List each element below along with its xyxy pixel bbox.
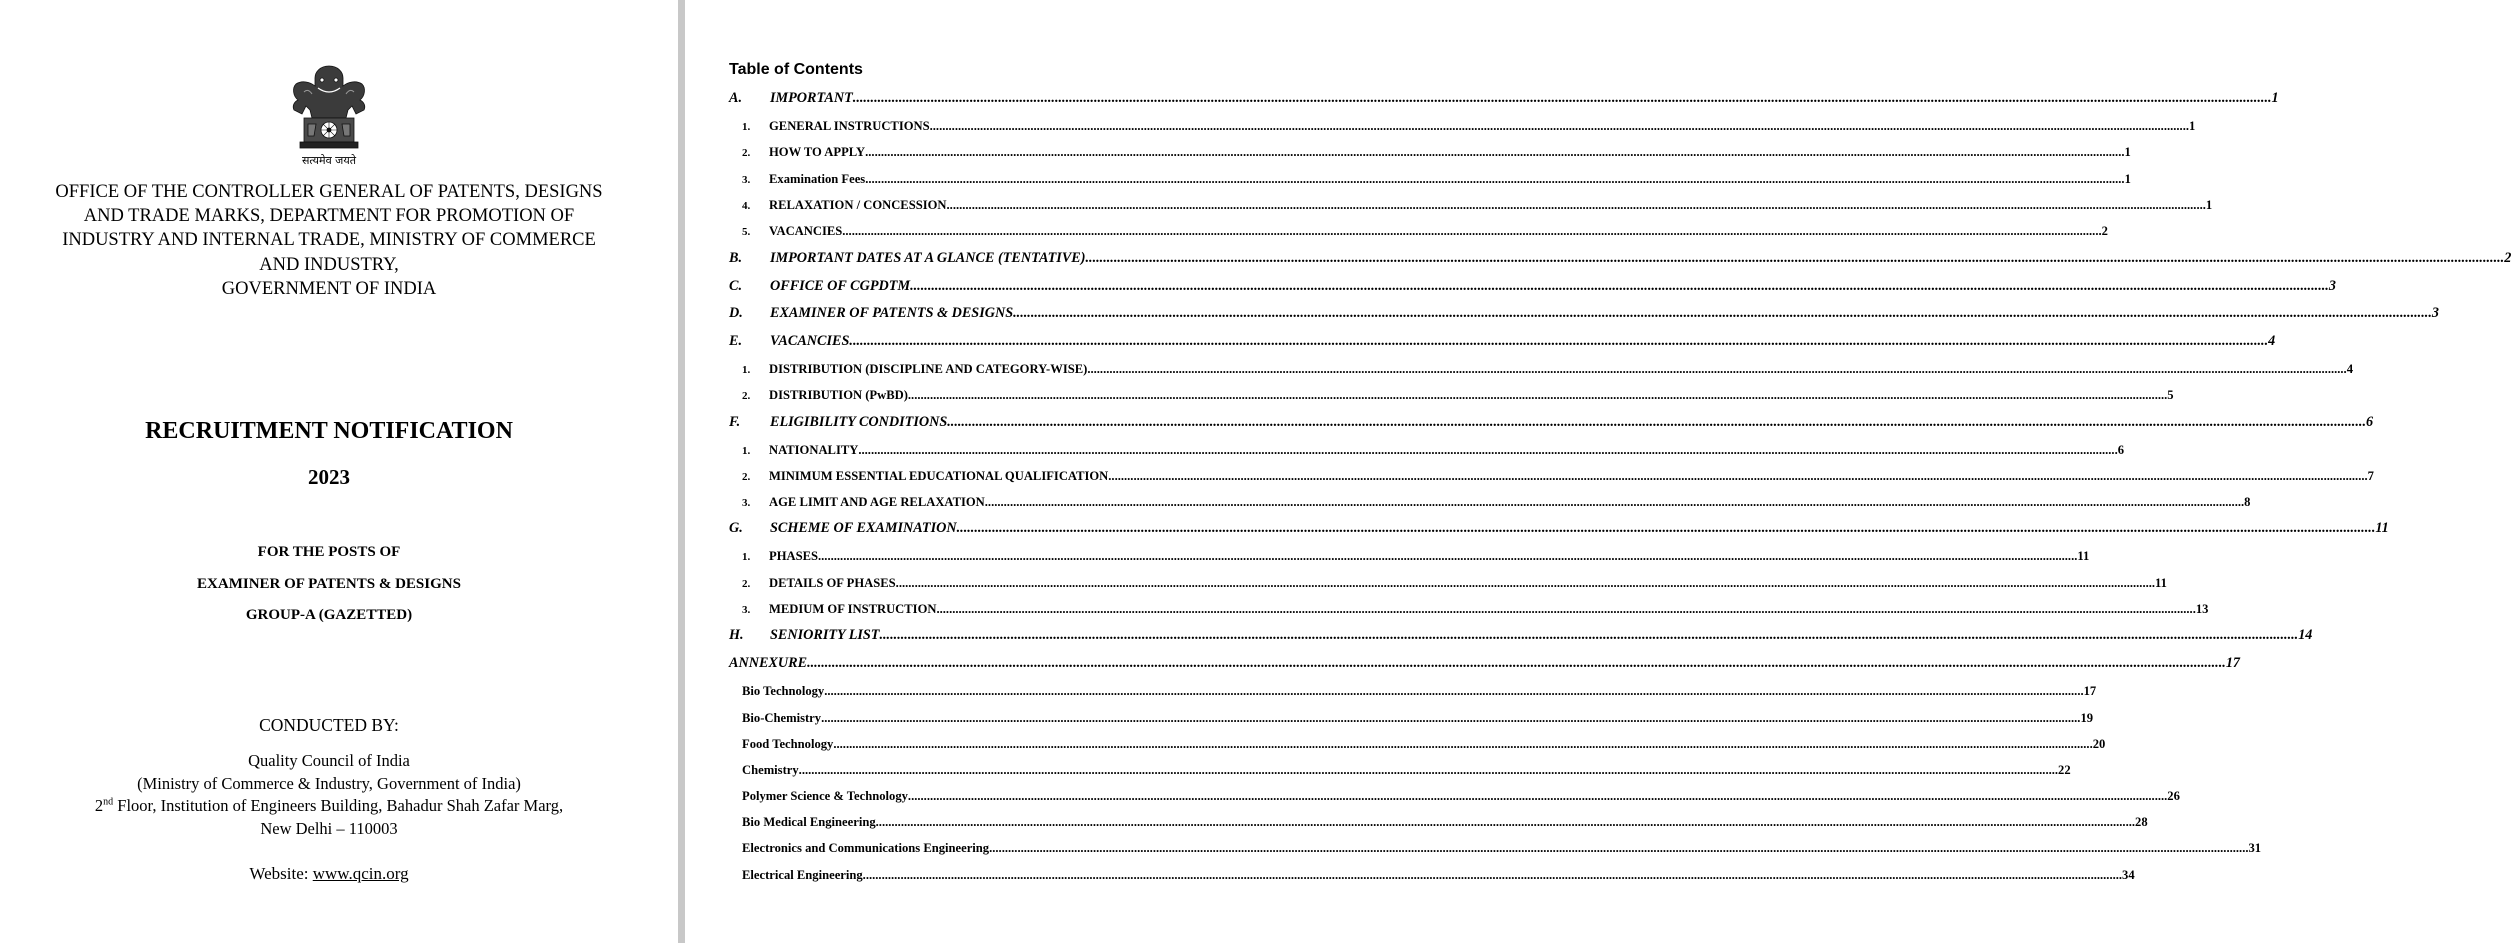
toc-entry-page: 13 [2195, 602, 2209, 616]
page-gutter [678, 0, 685, 943]
toc-entry-number: 1. [742, 445, 751, 457]
address-line [40, 795, 618, 818]
toc-entry-c[interactable] [729, 278, 2336, 295]
toc-leader: ................................................................................................................................................................................................................................................................................................................................................................................................................ [947, 414, 2366, 430]
toc-leader: ................................................................................................................................................................................................................................................................................................................................................................................................................ [989, 841, 2249, 855]
toc-entry-annexure-item[interactable] [742, 763, 2071, 778]
for-posts-label: FOR THE POSTS OF [257, 544, 401, 560]
toc-leader: ................................................................................................................................................................................................................................................................................................................................................................................................................ [1085, 250, 2505, 266]
toc-entry-number: 1. [742, 364, 751, 376]
toc-entry-page: 11 [2155, 576, 2167, 590]
toc-entry-text: OFFICE OF CGPDTM [770, 278, 911, 294]
toc-entry-page: 19 [2080, 711, 2094, 725]
toc-leader: ................................................................................................................................................................................................................................................................................................................................................................................................................ [946, 198, 2206, 212]
address-floor-number: 2 [94, 796, 104, 816]
toc-entry-a-2[interactable] [742, 145, 2131, 160]
toc-entry-number: 4. [742, 200, 751, 212]
toc-entry-page: 2 [2504, 250, 2511, 266]
toc-leader: ................................................................................................................................................................................................................................................................................................................................................................................................................ [895, 576, 2156, 590]
office-line: GOVERNMENT OF INDIA [221, 278, 437, 299]
toc-entry-text: EXAMINER OF PATENTS & DESIGNS [770, 305, 1014, 321]
toc-entry-number: 1. [742, 551, 751, 563]
toc-entry-e-2[interactable] [742, 388, 2174, 403]
toc-entry-page: 1 [2205, 198, 2213, 212]
toc-entry-text: Bio Technology [742, 684, 825, 698]
notification-title: RECRUITMENT NOTIFICATION [145, 418, 513, 444]
toc-entry-text: AGE LIMIT AND AGE RELAXATION [769, 495, 985, 509]
toc-entry-page: 7 [2367, 469, 2374, 483]
post-group: GROUP-A (GAZETTED) [245, 607, 413, 623]
toc-leader: ................................................................................................................................................................................................................................................................................................................................................................................................................ [849, 333, 2269, 349]
toc-leader: ................................................................................................................................................................................................................................................................................................................................................................................................................ [818, 549, 2078, 563]
toc-entry-text: SCHEME OF EXAMINATION [770, 520, 957, 536]
toc-leader: ................................................................................................................................................................................................................................................................................................................................................................................................................ [862, 868, 2123, 882]
toc-entry-f-2[interactable] [742, 469, 2374, 484]
toc-entry-text: Food Technology [742, 737, 834, 751]
toc-entry-g[interactable] [729, 520, 2389, 537]
address-floor-suffix: nd [103, 796, 114, 808]
toc-entry-text: VACANCIES [770, 333, 850, 349]
toc-leader: ................................................................................................................................................................................................................................................................................................................................................................................................................ [956, 520, 2376, 536]
toc-entry-text: SENIORITY LIST [770, 627, 880, 643]
toc-entry-b[interactable] [729, 250, 2511, 267]
toc-entry-text: Chemistry [742, 763, 799, 777]
emblem-motto: सत्यमेव जयते [301, 154, 356, 167]
toc-entry-annexure-item[interactable] [742, 789, 2180, 804]
toc-entry-page: 11 [2375, 520, 2389, 536]
toc-entry-number: C. [729, 278, 743, 294]
toc-entry-page: 4 [2346, 362, 2353, 376]
toc-entry-text: IMPORTANT DATES AT A GLANCE (TENTATIVE) [770, 250, 1086, 266]
toc-entry-page: 14 [2298, 627, 2313, 643]
toc-entry-text: DISTRIBUTION (DISCIPLINE AND CATEGORY-WISE) [769, 362, 1088, 376]
toc-entry-text: DETAILS OF PHASES [769, 576, 896, 590]
website-link[interactable]: www.qcin.org [312, 864, 409, 883]
toc-entry-text: IMPORTANT [770, 90, 853, 106]
office-line: OFFICE OF THE CONTROLLER GENERAL OF PATENTS, DESIGNS [55, 182, 603, 202]
office-line: INDUSTRY AND INTERNAL TRADE, MINISTRY OF COMMERCE [62, 230, 596, 251]
toc-entry-e[interactable] [729, 333, 2276, 350]
toc-entry-page: 5 [2167, 388, 2174, 402]
address-rest: Floor, Institution of Engineers Building, Bahadur Shah Zafar Marg, [113, 796, 564, 816]
toc-entry-page: 17 [2083, 684, 2097, 698]
toc-leader: ................................................................................................................................................................................................................................................................................................................................................................................................................ [798, 763, 2059, 777]
office-heading [40, 180, 618, 301]
cover-page [0, 0, 678, 943]
toc-entry-number: 2. [742, 471, 751, 483]
toc-entry-text: PHASES [769, 549, 818, 563]
notification-year: 2023 [308, 465, 350, 489]
toc-leader: ................................................................................................................................................................................................................................................................................................................................................................................................................ [1013, 305, 2432, 321]
toc-entry-page: 1 [2271, 90, 2279, 106]
toc-leader: ................................................................................................................................................................................................................................................................................................................................................................................................................ [833, 737, 2093, 751]
toc-leader: ................................................................................................................................................................................................................................................................................................................................................................................................................ [984, 495, 2245, 509]
toc-entry-e-1[interactable] [742, 362, 2353, 377]
toc-entry-number: 1. [742, 121, 751, 133]
toc-entry-number: B. [729, 250, 743, 266]
toc-entry-number: 3. [742, 604, 751, 616]
toc-leader: ................................................................................................................................................................................................................................................................................................................................................................................................................ [852, 90, 2272, 106]
toc-leader: ................................................................................................................................................................................................................................................................................................................................................................................................................ [1108, 469, 2368, 483]
toc-leader: ................................................................................................................................................................................................................................................................................................................................................................................................................ [858, 443, 2118, 457]
toc-entry-text: MEDIUM OF INSTRUCTION [769, 602, 937, 616]
toc-leader: ................................................................................................................................................................................................................................................................................................................................................................................................................ [907, 388, 2168, 402]
toc-entry-number: 2. [742, 578, 751, 590]
toc-title: Table of Contents [729, 61, 863, 78]
toc-entry-page: 3 [2328, 278, 2336, 294]
toc-entry-annexure-item[interactable] [742, 737, 2106, 752]
website-label: Website: [249, 864, 313, 883]
toc-entry-text: Electrical Engineering [742, 868, 863, 882]
toc-entry-page: 6 [2117, 443, 2125, 457]
toc-entry-g-2[interactable] [742, 576, 2167, 591]
toc-entry-h[interactable] [729, 627, 2313, 644]
toc-entry-number: H. [729, 627, 744, 643]
post-name: EXAMINER OF PATENTS & DESIGNS [197, 576, 461, 592]
toc-entry-page: 2 [2101, 224, 2108, 238]
toc-entry-annexure[interactable] [729, 655, 2240, 672]
toc-entry-page: 11 [2077, 549, 2090, 563]
toc-entry-number: 5. [742, 226, 751, 238]
toc-leader: ................................................................................................................................................................................................................................................................................................................................................................................................................ [824, 684, 2084, 698]
toc-entry-text: Polymer Science & Technology [742, 789, 908, 803]
toc-entry-number: 2. [742, 147, 751, 159]
toc-leader: ................................................................................................................................................................................................................................................................................................................................................................................................................ [879, 627, 2299, 643]
toc-entry-page: 28 [2135, 815, 2148, 829]
toc-leader: ................................................................................................................................................................................................................................................................................................................................................................................................................ [842, 224, 2102, 238]
toc-entry-page: 3 [2431, 305, 2439, 321]
toc-entry-a[interactable] [729, 90, 2279, 107]
office-line: AND INDUSTRY, [259, 254, 399, 275]
org-parent: (Ministry of Commerce & Industry, Government of India) [137, 773, 521, 793]
toc-leader: ................................................................................................................................................................................................................................................................................................................................................................................................................ [875, 815, 2136, 829]
toc-entry-f-1[interactable] [742, 443, 2125, 458]
toc-entry-a-3[interactable] [742, 172, 2131, 187]
toc-entry-a-1[interactable] [742, 119, 2196, 134]
toc-entry-text: RELAXATION / CONCESSION [769, 198, 947, 212]
toc-entry-d[interactable] [729, 305, 2439, 322]
toc-entry-number: E. [729, 333, 743, 349]
toc-entry-number: 2. [742, 390, 751, 402]
toc-entry-text: ANNEXURE [729, 655, 808, 671]
toc-leader: ................................................................................................................................................................................................................................................................................................................................................................................................................ [807, 655, 2226, 671]
toc-entry-annexure-item[interactable] [742, 711, 2094, 726]
toc-entry-text: DISTRIBUTION (PwBD) [769, 388, 908, 402]
toc-entry-text: VACANCIES [769, 224, 843, 238]
toc-entry-text: MINIMUM ESSENTIAL EDUCATIONAL QUALIFICATION [769, 469, 1109, 483]
toc-entry-text: Bio Medical Engineering [742, 815, 876, 829]
toc-entry-page: 1 [2189, 119, 2196, 133]
website-line [40, 864, 618, 884]
toc-entry-page: 8 [2244, 495, 2251, 509]
organisation-address [40, 750, 618, 840]
toc-entry-page: 1 [2124, 145, 2131, 159]
toc-entry-annexure-item[interactable] [742, 684, 2097, 699]
toc-entry-page: 34 [2122, 868, 2135, 882]
toc-entry-number: D. [729, 305, 743, 321]
toc-entry-annexure-item[interactable] [742, 815, 2148, 830]
toc-entry-page: 22 [2058, 763, 2071, 777]
toc-entry-page: 26 [2167, 789, 2180, 803]
toc-entry-text: HOW TO APPLY [769, 145, 866, 159]
toc-entry-annexure-item[interactable] [742, 841, 2262, 856]
toc-entry-text: GENERAL INSTRUCTIONS [769, 119, 930, 133]
toc-entry-page: 31 [2248, 841, 2262, 855]
toc-entry-number: A. [729, 90, 743, 106]
toc-entry-page: 1 [2124, 172, 2131, 186]
toc-entry-number: G. [729, 520, 743, 536]
toc-leader: ................................................................................................................................................................................................................................................................................................................................................................................................................ [910, 278, 2329, 294]
toc-entry-text: NATIONALITY [769, 443, 859, 457]
toc-entry-page: 17 [2225, 655, 2240, 671]
toc-leader: ................................................................................................................................................................................................................................................................................................................................................................................................................ [1087, 362, 2347, 376]
toc-entry-f-3[interactable] [742, 495, 2251, 510]
toc-leader: ................................................................................................................................................................................................................................................................................................................................................................................................................ [907, 789, 2168, 803]
toc-leader: ................................................................................................................................................................................................................................................................................................................................................................................................................ [821, 711, 2081, 725]
toc-leader: ................................................................................................................................................................................................................................................................................................................................................................................................................ [929, 119, 2189, 133]
toc-leader: ................................................................................................................................................................................................................................................................................................................................................................................................................ [936, 602, 2196, 616]
toc-entry-annexure-item[interactable] [742, 868, 2135, 883]
toc-entry-number: F. [729, 414, 741, 430]
org-name: Quality Council of India [248, 751, 410, 770]
toc-entry-text: Examination Fees [769, 172, 866, 186]
toc-entry-page: 6 [2365, 414, 2374, 430]
toc-entry-page: 4 [2268, 333, 2276, 349]
toc-entry-text: Electronics and Communications Engineering [742, 841, 990, 855]
toc-leader: ................................................................................................................................................................................................................................................................................................................................................................................................................ [865, 172, 2125, 186]
toc-entry-number: 3. [742, 497, 751, 509]
toc-entry-text: ELIGIBILITY CONDITIONS [770, 414, 948, 430]
toc-entry-a-4[interactable] [742, 198, 2213, 213]
toc-leader: ................................................................................................................................................................................................................................................................................................................................................................................................................ [865, 145, 2125, 159]
toc-entry-g-3[interactable] [742, 602, 2209, 617]
toc-entry-g-1[interactable] [742, 549, 2090, 564]
toc-entry-page: 20 [2092, 737, 2106, 751]
city-line: New Delhi – 110003 [260, 818, 398, 838]
conducted-by-label: CONDUCTED BY: [259, 715, 399, 735]
toc-entry-text: Bio-Chemistry [742, 711, 822, 725]
toc-entry-f[interactable] [729, 414, 2374, 431]
toc-entry-a-5[interactable] [742, 224, 2108, 239]
toc-entry-number: 3. [742, 174, 751, 186]
office-line: AND TRADE MARKS, DEPARTMENT FOR PROMOTION OF [83, 206, 575, 227]
